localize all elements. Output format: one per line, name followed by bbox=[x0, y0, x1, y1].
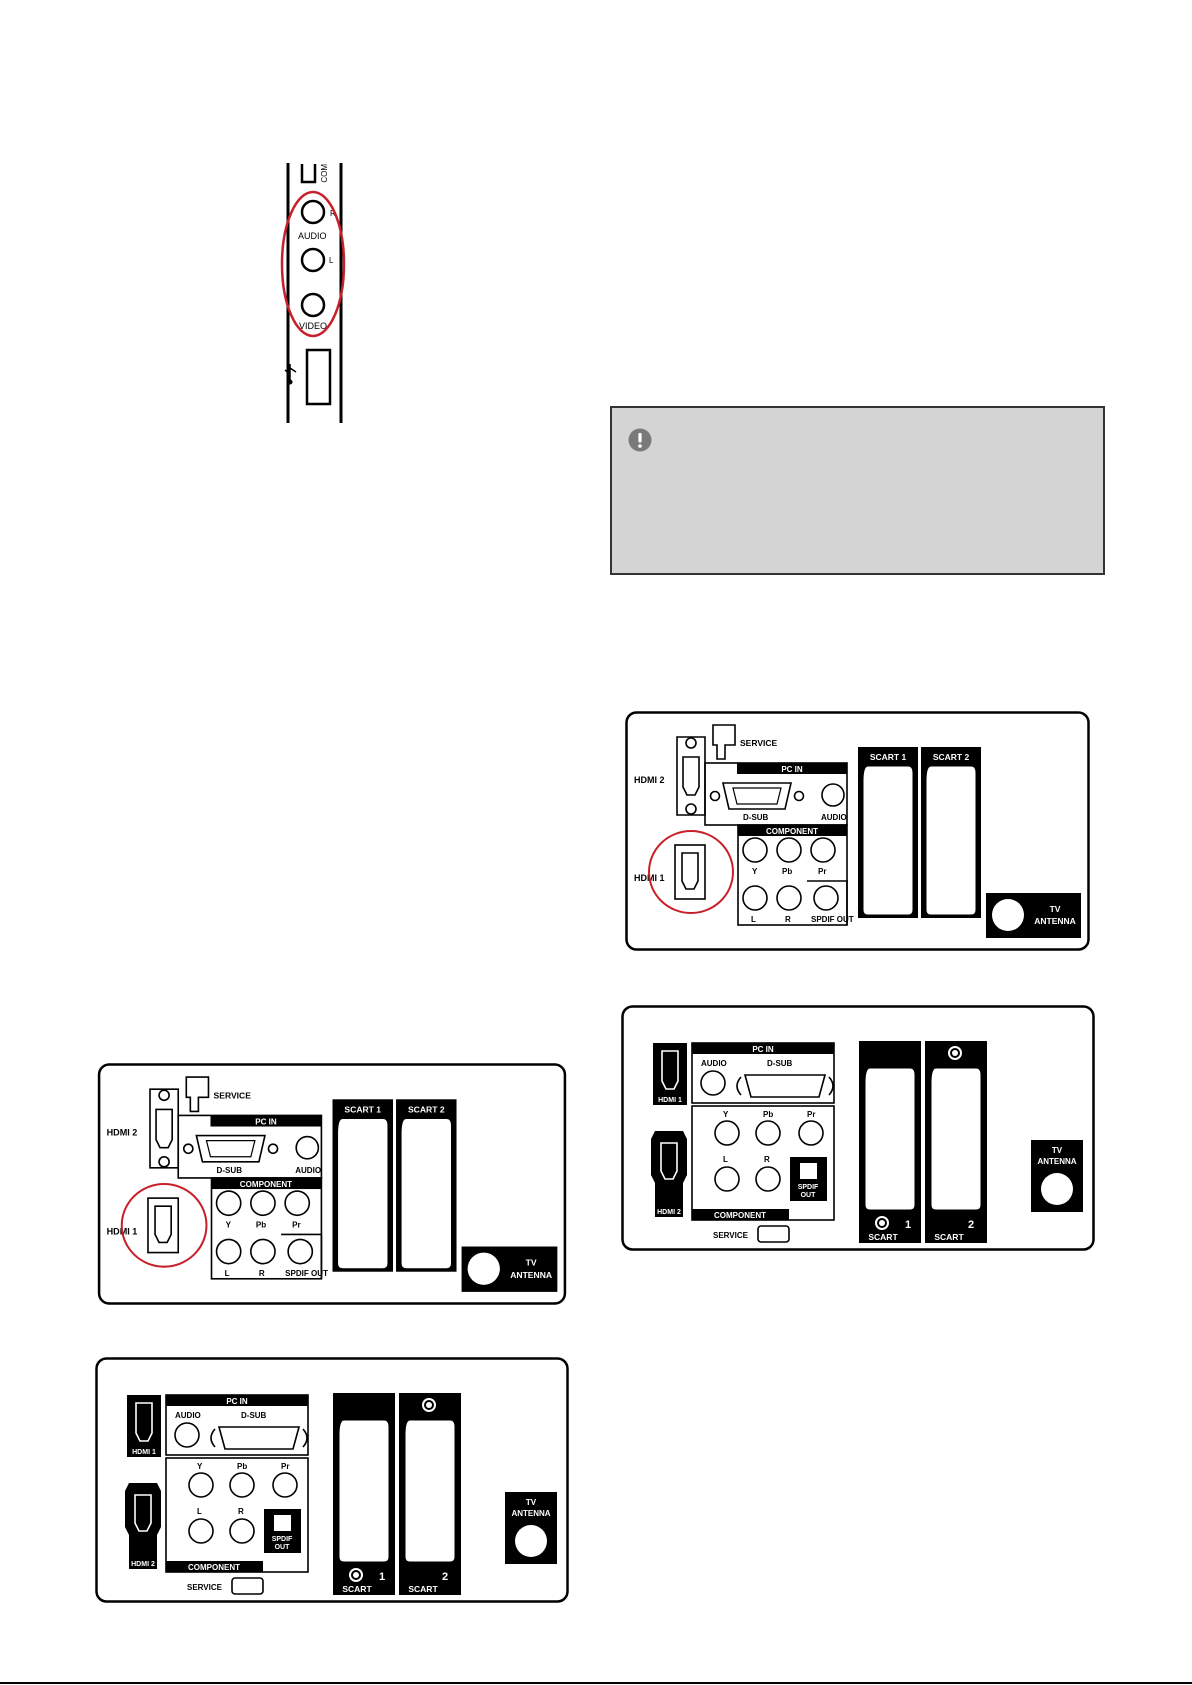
pc-audio-label: AUDIO bbox=[701, 1059, 727, 1068]
note-box bbox=[610, 406, 1105, 575]
component-pr-label: Pr bbox=[292, 1220, 301, 1230]
scart2-number: 2 bbox=[968, 1219, 975, 1231]
panel-b-content bbox=[623, 1007, 1094, 1250]
component-pb-label: Pb bbox=[763, 1110, 774, 1119]
scart2-label: SCART 2 bbox=[932, 752, 970, 762]
antenna-jack bbox=[992, 899, 1024, 931]
scart1-label: SCART 1 bbox=[869, 752, 907, 762]
d-sub-label: D-SUB bbox=[743, 813, 769, 822]
scart2-port bbox=[402, 1119, 450, 1267]
spdif-label: SPDIF OUT bbox=[285, 1268, 329, 1278]
scart2-number: 2 bbox=[442, 1571, 449, 1583]
component-label: COMPONENT bbox=[188, 1563, 240, 1572]
hdmi1-label: HDMI 1 bbox=[132, 1449, 156, 1456]
spdif-label: SPDIF OUT bbox=[811, 915, 854, 924]
scart2-label: SCART bbox=[408, 1584, 438, 1594]
spdif-port bbox=[800, 1163, 817, 1179]
highlight-circle bbox=[282, 192, 344, 336]
component-pr-label: Pr bbox=[818, 867, 827, 876]
component-pb-label: Pb bbox=[237, 1462, 248, 1471]
audio-l-label: L bbox=[329, 256, 334, 265]
component-label: COMPONENT bbox=[766, 827, 818, 836]
audio-r-label: R bbox=[764, 1155, 770, 1164]
pc-audio-label: AUDIO bbox=[295, 1165, 322, 1175]
antenna-label: ANTENNA bbox=[1034, 916, 1076, 926]
hdmi2-plate bbox=[651, 1131, 687, 1217]
d-sub-label: D-SUB bbox=[241, 1411, 267, 1420]
rear-panel-alt-layout bbox=[621, 1005, 1095, 1251]
video-jack bbox=[302, 294, 324, 316]
com-label: COM bbox=[320, 164, 329, 183]
hdmi2-label: HDMI 2 bbox=[106, 1127, 138, 1138]
hdmi1-plate bbox=[653, 1043, 687, 1105]
antenna-jack bbox=[515, 1525, 547, 1557]
scart2-label: SCART 2 bbox=[407, 1104, 445, 1115]
antenna-tv-label: TV bbox=[525, 1498, 537, 1507]
audio-r-label: R bbox=[258, 1268, 265, 1278]
spdif-label: SPDIF bbox=[797, 1184, 819, 1191]
scart1-number: 1 bbox=[379, 1571, 386, 1583]
antenna-jack bbox=[468, 1253, 500, 1285]
video-label: VIDEO bbox=[299, 321, 328, 331]
component-label: COMPONENT bbox=[714, 1211, 766, 1220]
antenna-tv-label: TV bbox=[1051, 1146, 1063, 1155]
panel-b-content bbox=[97, 1359, 568, 1602]
rear-panel-hdmi-highlight bbox=[625, 711, 1090, 951]
exclamation-icon bbox=[628, 428, 652, 452]
component-label: COMPONENT bbox=[239, 1180, 293, 1190]
hdmi2-label: HDMI 2 bbox=[634, 775, 665, 785]
scart2-port bbox=[406, 1421, 454, 1561]
scart2-port bbox=[932, 1069, 980, 1209]
d-sub-label: D-SUB bbox=[216, 1165, 243, 1175]
footer-rule bbox=[0, 1682, 1192, 1684]
scart1-port bbox=[866, 1069, 914, 1209]
antenna-jack bbox=[1041, 1173, 1073, 1205]
audio-r-label: R bbox=[785, 915, 791, 924]
audio-r-label: R bbox=[330, 209, 336, 218]
antenna-label: ANTENNA bbox=[1037, 1157, 1077, 1166]
hdmi2-plate bbox=[125, 1483, 161, 1569]
component-y-label: Y bbox=[723, 1110, 729, 1119]
hdmi2-label: HDMI 2 bbox=[131, 1561, 155, 1568]
antenna-label: ANTENNA bbox=[510, 1269, 553, 1280]
audio-l-label: L bbox=[197, 1507, 202, 1516]
pc-in-label: PC IN bbox=[781, 765, 803, 774]
scart1-port bbox=[339, 1119, 387, 1267]
panel-a-content bbox=[627, 713, 1089, 950]
component-pb-label: Pb bbox=[255, 1220, 267, 1230]
audio-label: AUDIO bbox=[298, 231, 327, 241]
component-y-label: Y bbox=[197, 1462, 203, 1471]
audio-l-label: L bbox=[224, 1268, 230, 1278]
hdmi2-label: HDMI 2 bbox=[657, 1209, 681, 1216]
audio-r-jack bbox=[302, 201, 324, 223]
antenna-tv-label: TV bbox=[1049, 904, 1061, 914]
audio-l-jack bbox=[302, 249, 324, 271]
scart1-indicator-dot bbox=[879, 1220, 885, 1226]
spdif-port bbox=[274, 1515, 291, 1531]
scart2-indicator-dot bbox=[426, 1402, 432, 1408]
audio-r-label: R bbox=[238, 1507, 244, 1516]
component-pb-label: Pb bbox=[782, 867, 793, 876]
pc-audio-label: AUDIO bbox=[821, 813, 847, 822]
spdif-out-label: OUT bbox=[800, 1192, 816, 1199]
spdif-out-label: OUT bbox=[274, 1544, 290, 1551]
antenna-tv-label: TV bbox=[525, 1257, 537, 1268]
service-label: SERVICE bbox=[213, 1090, 251, 1101]
com-port bbox=[302, 164, 315, 182]
rear-panel-alt-layout bbox=[95, 1357, 569, 1603]
scart1-indicator-dot bbox=[353, 1572, 359, 1578]
service-label: SERVICE bbox=[740, 738, 778, 748]
pc-in-label: PC IN bbox=[752, 1045, 774, 1054]
service-label: SERVICE bbox=[187, 1583, 222, 1592]
scart2-indicator-dot bbox=[952, 1050, 958, 1056]
scart1-label: SCART bbox=[868, 1232, 898, 1242]
component-pr-label: Pr bbox=[807, 1110, 816, 1119]
side-av-panel bbox=[280, 160, 360, 425]
scart1-number: 1 bbox=[905, 1219, 912, 1231]
scart1-port bbox=[340, 1421, 388, 1561]
component-y-label: Y bbox=[752, 867, 758, 876]
hdmi1-label: HDMI 1 bbox=[106, 1226, 138, 1237]
pc-in-label: PC IN bbox=[255, 1117, 277, 1127]
pc-in-label: PC IN bbox=[226, 1397, 248, 1406]
scart1-label: SCART bbox=[342, 1584, 372, 1594]
panel-a-content bbox=[99, 1065, 565, 1304]
pc-audio-label: AUDIO bbox=[175, 1411, 201, 1420]
service-label: SERVICE bbox=[713, 1231, 748, 1240]
usb-port bbox=[307, 350, 330, 404]
component-y-label: Y bbox=[225, 1220, 231, 1230]
d-sub-label: D-SUB bbox=[767, 1059, 793, 1068]
hdmi1-label: HDMI 1 bbox=[634, 873, 665, 883]
rear-panel-hdmi-highlight bbox=[97, 1063, 567, 1305]
component-pr-label: Pr bbox=[281, 1462, 290, 1471]
hdmi1-label: HDMI 1 bbox=[658, 1097, 682, 1104]
scart1-label: SCART 1 bbox=[344, 1104, 382, 1115]
scart1-port bbox=[864, 767, 912, 914]
hdmi1-plate bbox=[127, 1395, 161, 1457]
audio-l-label: L bbox=[751, 915, 756, 924]
audio-l-label: L bbox=[723, 1155, 728, 1164]
spdif-label: SPDIF bbox=[271, 1536, 293, 1543]
scart2-port bbox=[927, 767, 975, 914]
antenna-label: ANTENNA bbox=[511, 1509, 551, 1518]
scart2-label: SCART bbox=[934, 1232, 964, 1242]
